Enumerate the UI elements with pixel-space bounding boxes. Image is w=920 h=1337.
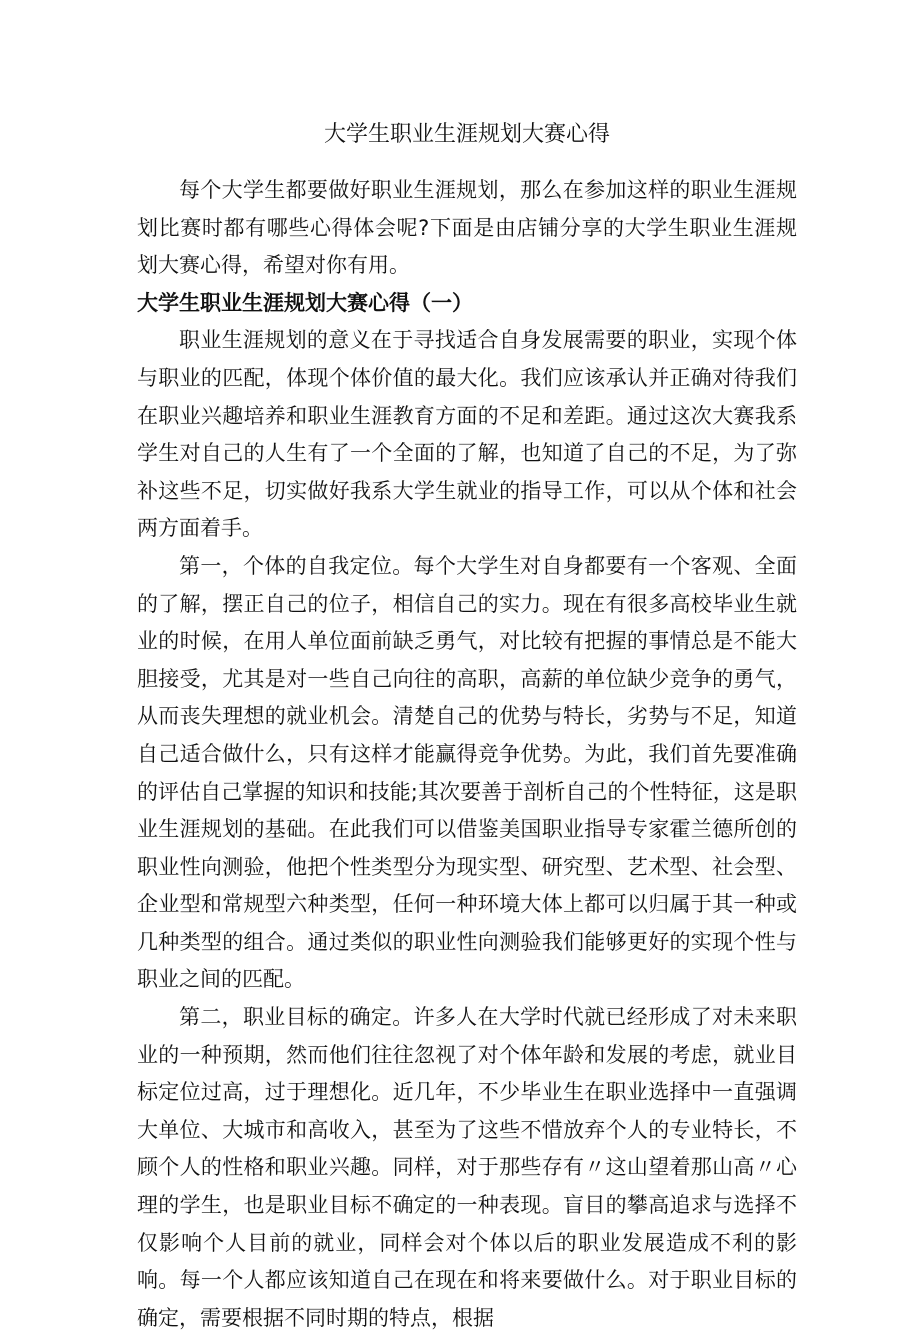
section-heading: 大学生职业生涯规划大赛心得（一）	[137, 290, 473, 315]
document-body	[137, 116, 797, 1337]
document-title: 大学生职业生涯规划大赛心得	[323, 122, 610, 147]
body-paragraph-2: 第一，个体的自我定位。每个大学生对自身都要有一个客观、全面的了解，摆正自己的位子，相信自己的实力。现在有很多高校毕业生就业的时候，在用人单位面前缺乏勇气，对比较有把握的事情总是不能大胆接受，尤其是对一些自己向往的高职，高薪的单位缺少竞争的勇气，从而丧失理想的就业机会。清楚自己的优势与特长，劣势与不足，知道自己适合做什么，只有这样才能赢得竞争优势。为此，我们首先要准确的评估自己掌握的知识和技能;其次要善于剖析自己的个性特征，这是职业生涯规划的基础。在此我们可以借鉴美国职业指导专家霍兰德所创的职业性向测验，他把个性类型分为现实型、研究型、艺术型、社会型、企业型和常规型六种类型，任何一种环境大体上都可以归属于其一种或几种类型的组合。通过类似的职业性向测验我们能够更好的实现个性与职业之间的匹配。	[137, 553, 797, 992]
intro-paragraph: 每个大学生都要做好职业生涯规划，那么在参加这样的职业生涯规划比赛时都有哪些心得体会呢?下面是由店铺分享的大学生职业生涯规划大赛心得，希望对你有用。	[137, 178, 797, 278]
body-paragraph-1: 职业生涯规划的意义在于寻找适合自身发展需要的职业，实现个体与职业的匹配，体现个体价值的最大化。我们应该承认并正确对待我们在职业兴趣培养和职业生涯教育方面的不足和差距。通过这次大赛我系学生对自己的人生有了一个全面的了解，也知道了自己的不足，为了弥补这些不足，切实做好我系大学生就业的指导工作，可以从个体和社会两方面着手。	[137, 328, 797, 541]
body-paragraph-3: 第二，职业目标的确定。许多人在大学时代就已经形成了对未来职业的一种预期，然而他们往往忽视了对个体年龄和发展的考虑，就业目标定位过高，过于理想化。近几年，不少毕业生在职业选择中一直强调大单位、大城市和高收入，甚至为了这些不惜放弃个人的专业特长，不顾个人的性格和职业兴趣。同样，对于那些存有〃这山望着那山高〃心理的学生，也是职业目标不确定的一种表现。盲目的攀高追求与选择不仅影响个人目前的就业，同样会对个体以后的职业发展造成不利的影响。每一个人都应该知道自己在现在和将来要做什么。对于职业目标的确定，需要根据不同时期的特点，根据	[137, 1005, 797, 1330]
